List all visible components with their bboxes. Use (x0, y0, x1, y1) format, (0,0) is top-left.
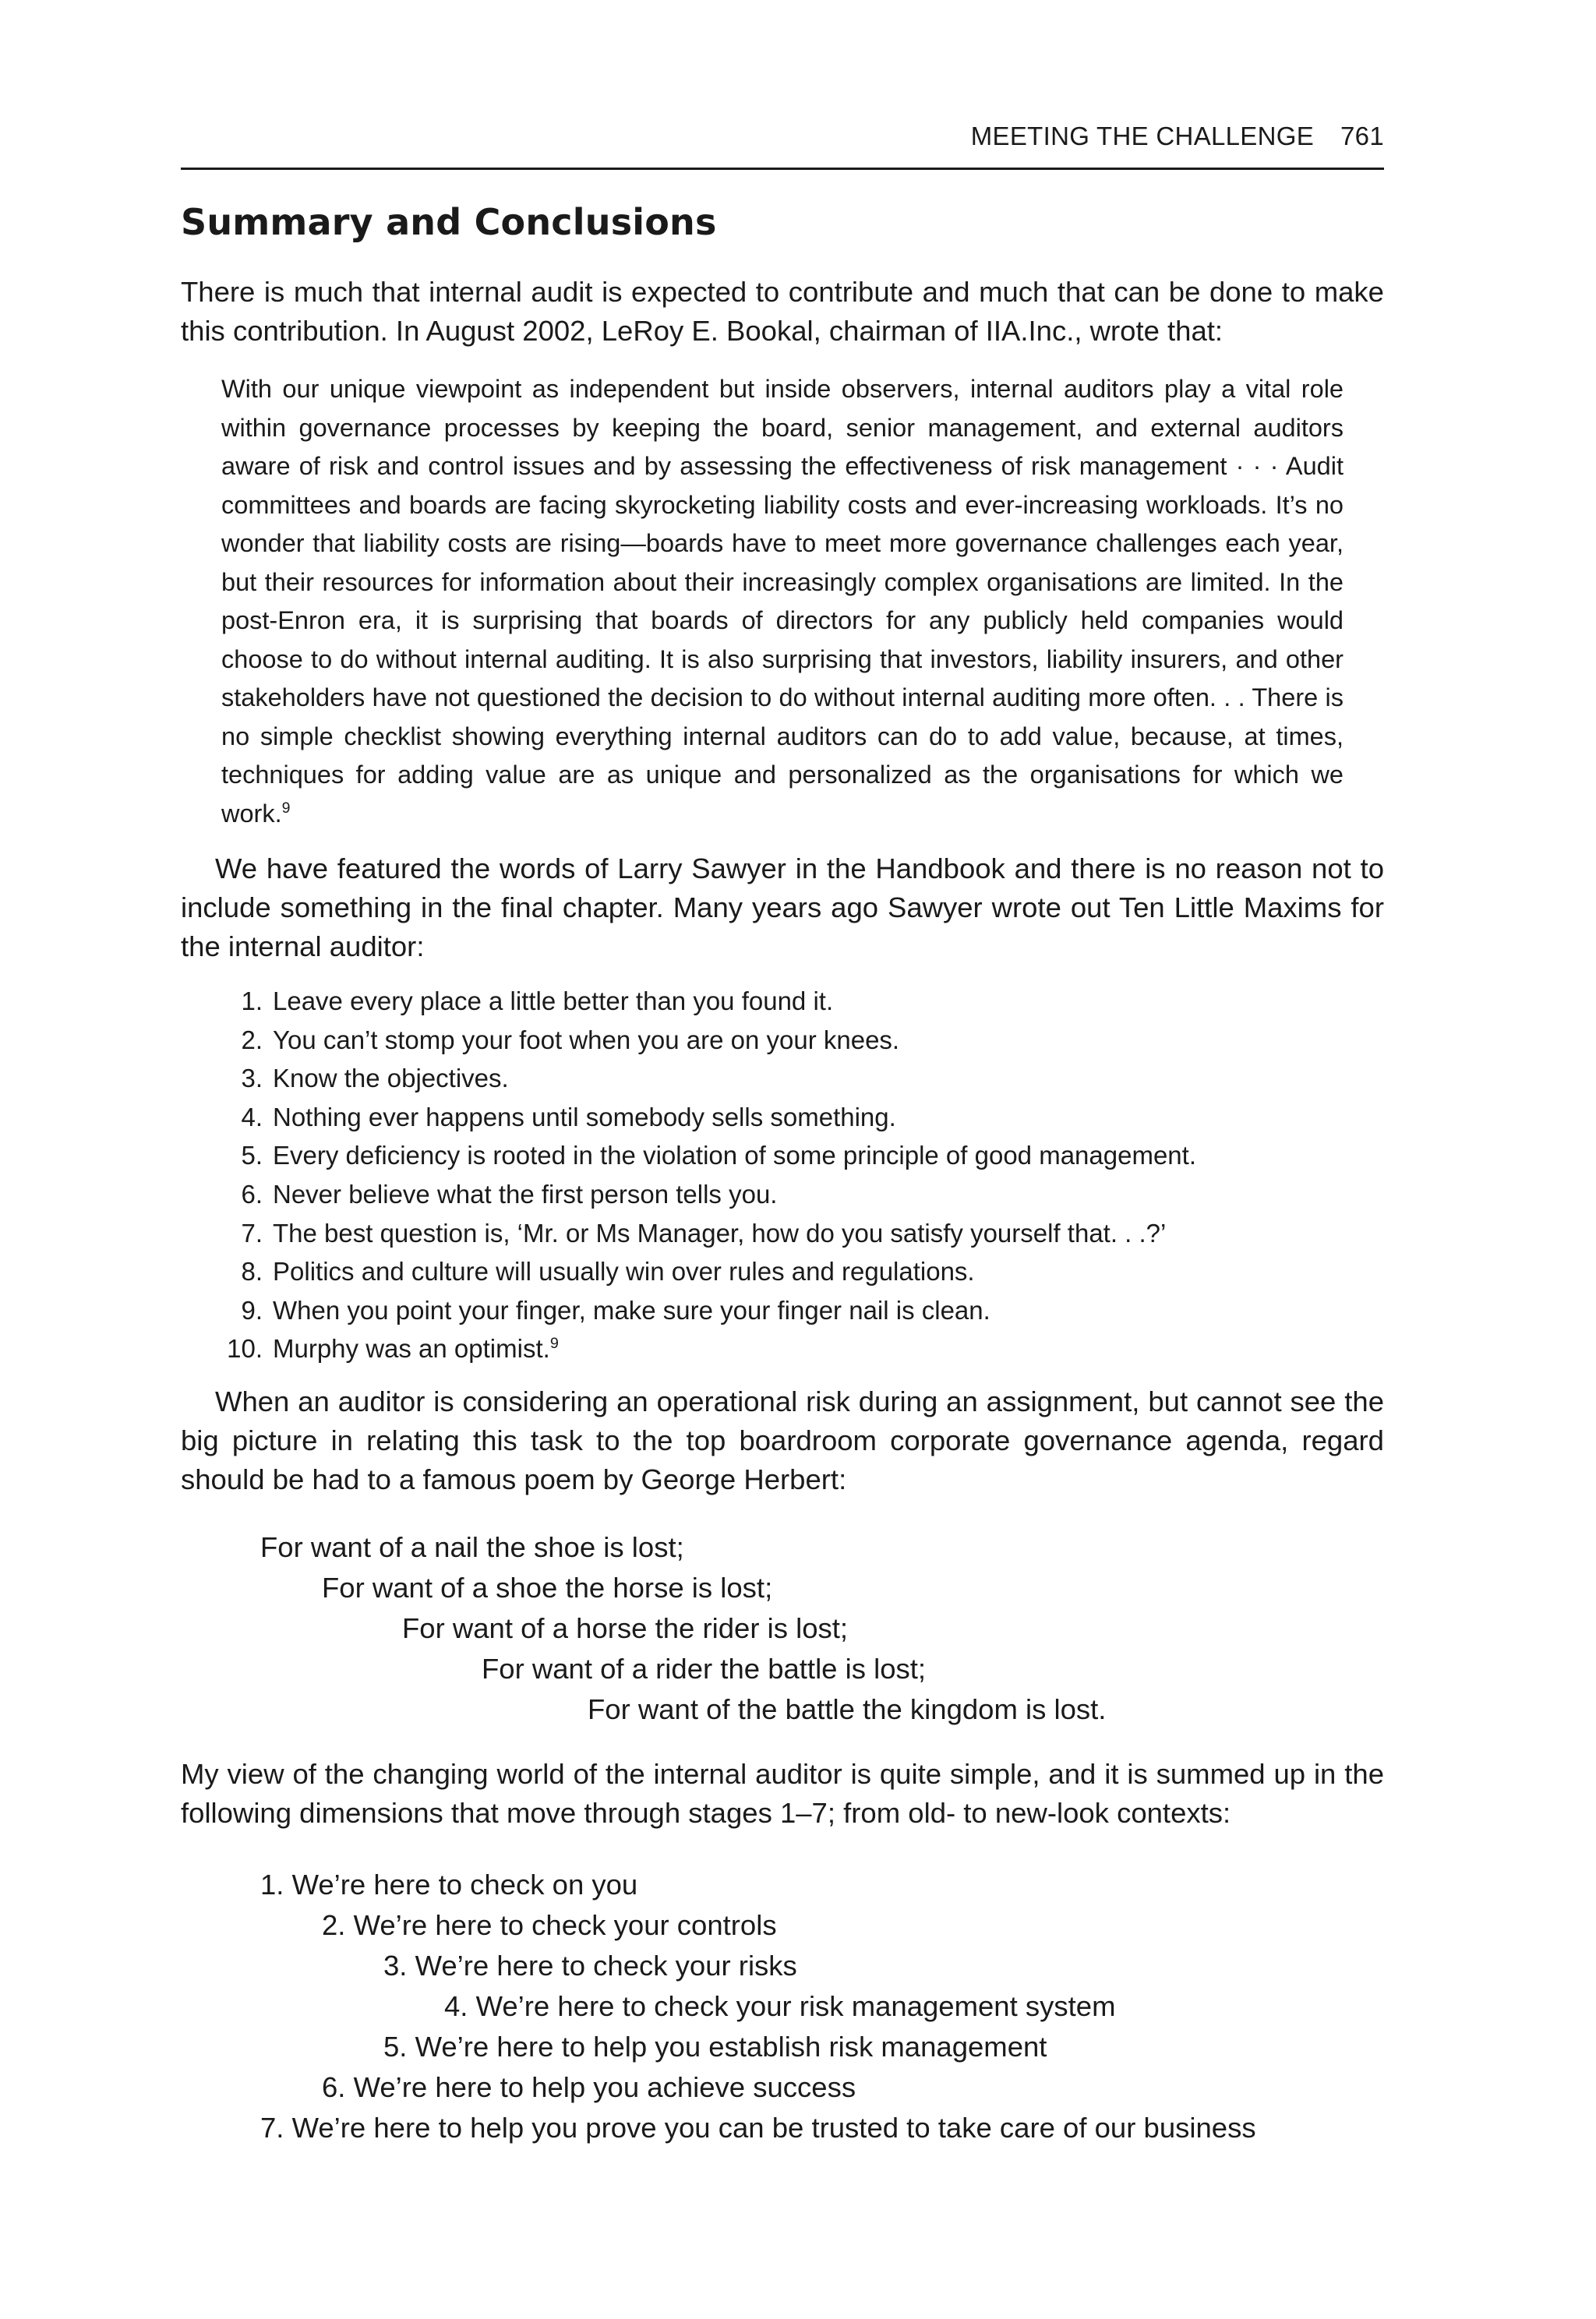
section-heading: Summary and Conclusions (181, 201, 717, 243)
list-number: 7. (241, 1218, 263, 1248)
list-item (181, 1175, 1384, 1214)
book-page (181, 0, 1384, 2319)
list-text: When you point your finger, make sure your finger nail is clean. (273, 1295, 990, 1325)
block-quote-text: With our unique viewpoint as independent but inside observers, internal auditors play a vital role within governance processes by keeping the board, senior management, and external auditors aware of risk and control issues and by assessing the effectiveness of risk management · · · Audit committees and boards are facing skyrocketing liability costs and ever-increasing workloads. It’s no wonder that liability costs are rising—boards have to meet more governance challenges each year, but their resources for information about their increasingly complex organisations are limited. In the post-Enron era, it is surprising that boards of directors for any publicly held companies would choose to do without internal auditing. It is also surprising that investors, liability insurers, and other stakeholders have not questioned the decision to do without internal auditing more often. . . There is no simple checklist showing everything internal auditors can do to add value, because, at times, techniques for adding value are as unique and personalized as the organisations for which we work. (221, 375, 1344, 828)
stage-line: 3. We’re here to check your risks (383, 1950, 797, 1982)
page-number: 761 (1340, 122, 1384, 150)
stage-line: 6. We’re here to help you achieve success (322, 2071, 856, 2103)
list-item (181, 1059, 1384, 1098)
list-item (181, 1252, 1384, 1291)
list-item (181, 1329, 1384, 1368)
list-text: Never believe what the first person tells you. (273, 1179, 778, 1209)
list-number: 1. (241, 987, 263, 1015)
list-item (181, 982, 1384, 1021)
poem-line: For want of a horse the rider is lost; (402, 1612, 849, 1644)
sawyer-paragraph: We have featured the words of Larry Sawyer in the Handbook and there is no reason not to include something in the final chapter. Many years ago Sawyer wrote out Ten Little Maxims for the internal auditor: (181, 852, 1384, 962)
header-rule (181, 168, 1384, 170)
poem-line: For want of the battle the kingdom is lost. (588, 1693, 1107, 1725)
stage-line: 7. We’re here to help you prove you can be trusted to take care of our business (260, 2112, 1256, 2144)
list-text: The best question is, ‘Mr. or Ms Manager, how do you satisfy yourself that. . .?’ (273, 1218, 1167, 1248)
maxims-list (181, 982, 1384, 1368)
list-item (181, 1291, 1384, 1330)
list-item (181, 1214, 1384, 1253)
list-number: 4. (241, 1102, 263, 1131)
list-text: You can’t stomp your foot when you are on your knees. (273, 1025, 900, 1054)
footnote-ref: 9 (281, 799, 291, 817)
list-number: 3. (241, 1064, 263, 1093)
list-text: Know the objectives. (273, 1064, 509, 1093)
list-text: Leave every place a little better than you found it. (273, 987, 834, 1015)
view-paragraph: My view of the changing world of the internal auditor is quite simple, and it is summed up in the following dimensions that move through stages 1–7; from old- to new-look contexts: (181, 1758, 1384, 1829)
running-head (971, 122, 1384, 151)
list-item (181, 1098, 1384, 1137)
list-number: 8. (241, 1257, 263, 1287)
stage-line: 1. We’re here to check on you (260, 1869, 638, 1901)
poem-line: For want of a nail the shoe is lost; (260, 1531, 684, 1563)
list-text: Murphy was an optimist. (273, 1334, 550, 1364)
list-number: 9. (241, 1295, 263, 1325)
stage-line: 5. We’re here to help you establish risk management (383, 2031, 1047, 2063)
list-text: Every deficiency is rooted in the violation of some principle of good management. (273, 1141, 1196, 1170)
list-item (181, 1136, 1384, 1175)
poem-line: For want of a shoe the horse is lost; (322, 1572, 773, 1604)
footnote-ref: 9 (549, 1335, 559, 1353)
list-text: Politics and culture will usually win over rules and regulations. (273, 1257, 975, 1287)
intro-paragraph: There is much that internal audit is expected to contribute and much that can be done to make this contribution. In August 2002, LeRoy E. Bookal, chairman of IIA.Inc., wrote that: (181, 276, 1384, 347)
list-number: 6. (241, 1179, 263, 1209)
list-number: 10. (227, 1334, 263, 1364)
poem-line: For want of a rider the battle is lost; (482, 1653, 927, 1685)
herbert-paragraph: When an auditor is considering an operational risk during an assignment, but cannot see the big picture in relating this task to the top boardroom corporate governance agenda, regard should be had to a famous poem by George Herbert: (181, 1385, 1384, 1495)
list-number: 2. (241, 1025, 263, 1054)
stage-line: 4. We’re here to check your risk management system (444, 1990, 1116, 2022)
list-number: 5. (241, 1141, 263, 1170)
list-text: Nothing ever happens until somebody sells something. (273, 1102, 896, 1131)
list-item (181, 1021, 1384, 1060)
block-quote (221, 370, 1344, 833)
stage-line: 2. We’re here to check your controls (322, 1909, 777, 1941)
running-head-title: MEETING THE CHALLENGE (970, 122, 1315, 150)
